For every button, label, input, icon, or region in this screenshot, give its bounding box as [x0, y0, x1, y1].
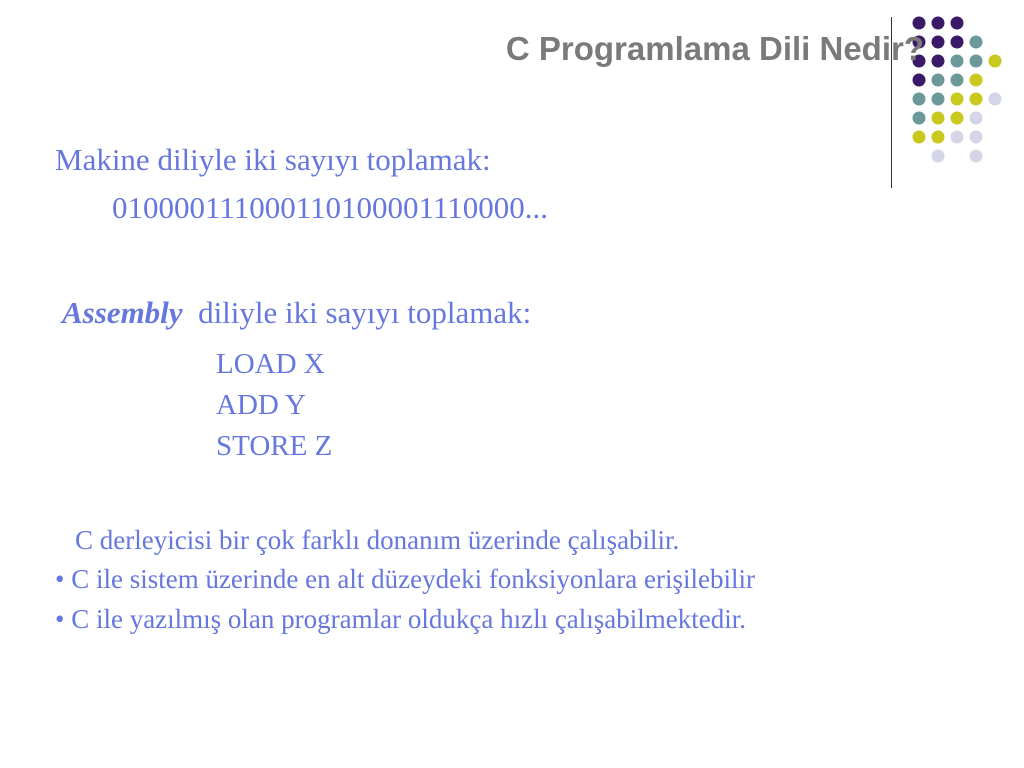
- decorative-dot: [970, 74, 983, 87]
- bullet-statement: • C ile yazılmış olan programlar oldukça hızlı çalışabilmektedir.: [55, 604, 747, 634]
- decorative-dot: [913, 93, 926, 106]
- decorative-dot: [951, 131, 964, 144]
- bullet-statement: • C ile sistem üzerinde en alt düzeydeki fonksiyonlara erişilebilir: [55, 564, 755, 594]
- decorative-dot: [932, 93, 945, 106]
- decorative-dot: [951, 93, 964, 106]
- decorative-dot: [970, 131, 983, 144]
- decorative-dot: [951, 55, 964, 68]
- decorative-dot: [970, 55, 983, 68]
- machine-language-heading: Makine diliyle iki sayıyı toplamak:: [55, 142, 491, 177]
- decorative-dot: [932, 131, 945, 144]
- decorative-dot: [913, 17, 926, 30]
- decorative-dot: [913, 74, 926, 87]
- decorative-dot: [951, 36, 964, 49]
- decorative-dot: [970, 112, 983, 125]
- decorative-dot: [932, 36, 945, 49]
- assembly-heading-rest: diliyle iki sayıyı toplamak:: [198, 295, 532, 330]
- machine-code-text: 010000111000110100001110000...: [112, 190, 548, 225]
- decorative-dot: [989, 55, 1002, 68]
- decorative-dot: [932, 112, 945, 125]
- decorative-dot: [913, 112, 926, 125]
- decorative-dot: [951, 112, 964, 125]
- assembly-emphasis: Assembly: [62, 295, 183, 330]
- assembly-line: LOAD X: [216, 348, 325, 380]
- decorative-dot: [951, 17, 964, 30]
- assembly-line: ADD Y: [216, 389, 306, 421]
- assembly-line: STORE Z: [216, 430, 333, 462]
- decorative-dot: [970, 36, 983, 49]
- decorative-dot: [970, 93, 983, 106]
- decorative-dot: [932, 17, 945, 30]
- decorative-dot: [932, 74, 945, 87]
- assembly-heading: [62, 295, 531, 331]
- slide-title: C Programlama Dili Nedir?: [505, 30, 924, 67]
- statement-text: C derleyicisi bir çok farklı donanım üzerinde çalışabilir.: [75, 525, 680, 555]
- decorative-dot: [970, 150, 983, 163]
- decorative-dot: [932, 150, 945, 163]
- decorative-dot: [989, 93, 1002, 106]
- decorative-dot: [951, 74, 964, 87]
- decorative-dot: [913, 131, 926, 144]
- decorative-dot: [932, 55, 945, 68]
